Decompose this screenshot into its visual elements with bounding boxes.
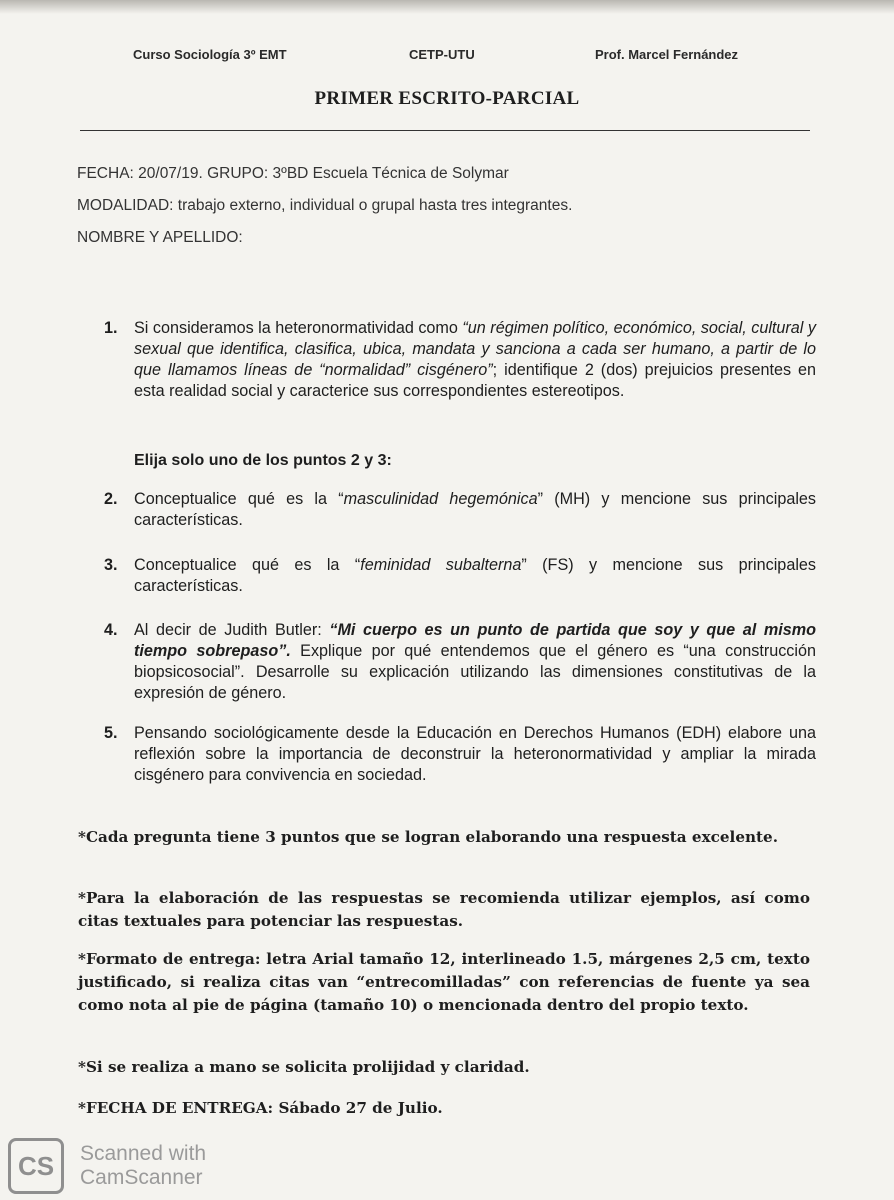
modality-line: MODALIDAD: trabajo externo, individual o grupal hasta tres integrantes. xyxy=(77,197,573,214)
note-examples: *Para la elaboración de las respuestas se recomienda utilizar ejemplos, así como citas textuales para potenciar las respuestas. xyxy=(78,889,810,930)
question-text: Al decir de Judith Butler: xyxy=(134,621,330,639)
question-3 xyxy=(104,555,816,597)
quote-text: “Mi cuerpo es un punto de partida que soy y que al mismo tiempo sobrepaso”. xyxy=(134,621,816,660)
choice-instruction: Elija solo uno de los puntos 2 y 3: xyxy=(134,452,392,469)
term-text: masculinidad hegemónica xyxy=(343,490,538,508)
question-text: Conceptualice qué es la “ xyxy=(134,490,344,508)
scanner-watermark xyxy=(80,1142,206,1190)
quote-text: “un régimen político, económico, social, cultural y sexual que identifica, clasifica, ubica, mandata y sanciona a cada ser humano, a partir de lo que llamamos líneas de “normalidad” cisgénero” xyxy=(134,319,816,379)
scan-edge-shadow xyxy=(0,0,894,14)
course-label: Curso Sociología 3º EMT xyxy=(133,47,287,62)
question-number: 5. xyxy=(104,724,118,742)
title-divider xyxy=(80,130,810,131)
note-due-date: *FECHA DE ENTREGA: Sábado 27 de Julio. xyxy=(78,1099,443,1117)
question-1 xyxy=(104,318,816,402)
question-number: 4. xyxy=(104,621,118,639)
watermark-line2: CamScanner xyxy=(80,1166,203,1189)
question-number: 2. xyxy=(104,490,118,508)
question-text: Conceptualice qué es la “ xyxy=(134,556,361,574)
watermark-line1: Scanned with xyxy=(80,1142,207,1165)
question-number: 1. xyxy=(104,319,118,337)
note-handwritten: *Si se realiza a mano se solicita prolijidad y claridad. xyxy=(78,1058,530,1076)
term-text: feminidad subalterna xyxy=(360,556,522,574)
note-format: *Formato de entrega: letra Arial tamaño 12, interlineado 1.5, márgenes 2,5 cm, texto justificado, si realiza citas van “entrecomilladas” con referencias de fuente ya sea como nota al pie de página (tamaño 10) o mencionada dentro del propio texto. xyxy=(78,950,810,1014)
date-group-line: FECHA: 20/07/19. GRUPO: 3ºBD Escuela Técnica de Solymar xyxy=(77,165,509,182)
question-text: ” (FS) y mencione sus principales características. xyxy=(134,556,817,595)
question-text: Si consideramos la heteronormatividad como xyxy=(134,319,463,337)
question-5 xyxy=(104,723,816,786)
question-text: Explique por qué entendemos que el género es “una construcción biopsicosocial”. Desarrolle su explicación utilizando las dimensiones constitutivas de la expresión de género. xyxy=(134,642,817,702)
institution-label: CETP-UTU xyxy=(409,47,475,62)
question-4 xyxy=(104,620,816,704)
page-title: PRIMER ESCRITO-PARCIAL xyxy=(314,88,580,109)
name-field-label: NOMBRE Y APELLIDO: xyxy=(77,229,243,246)
camscanner-logo-icon: CS xyxy=(8,1138,64,1194)
professor-label: Prof. Marcel Fernández xyxy=(595,47,739,62)
question-text: ” (MH) y mencione sus principales características. xyxy=(134,490,817,529)
question-number: 3. xyxy=(104,556,118,574)
question-text: ; identifique 2 (dos) prejuicios presentes en esta realidad social y caracterice sus correspondientes estereotipos. xyxy=(134,361,816,400)
question-text: Pensando sociológicamente desde la Educación en Derechos Humanos (EDH) elabore una reflexión sobre la importancia de deconstruir la heteronormatividad y ampliar la mirada cisgénero para convivencia en sociedad. xyxy=(134,724,816,784)
note-points: *Cada pregunta tiene 3 puntos que se logran elaborando una respuesta excelente. xyxy=(78,828,778,846)
question-2 xyxy=(104,489,816,531)
